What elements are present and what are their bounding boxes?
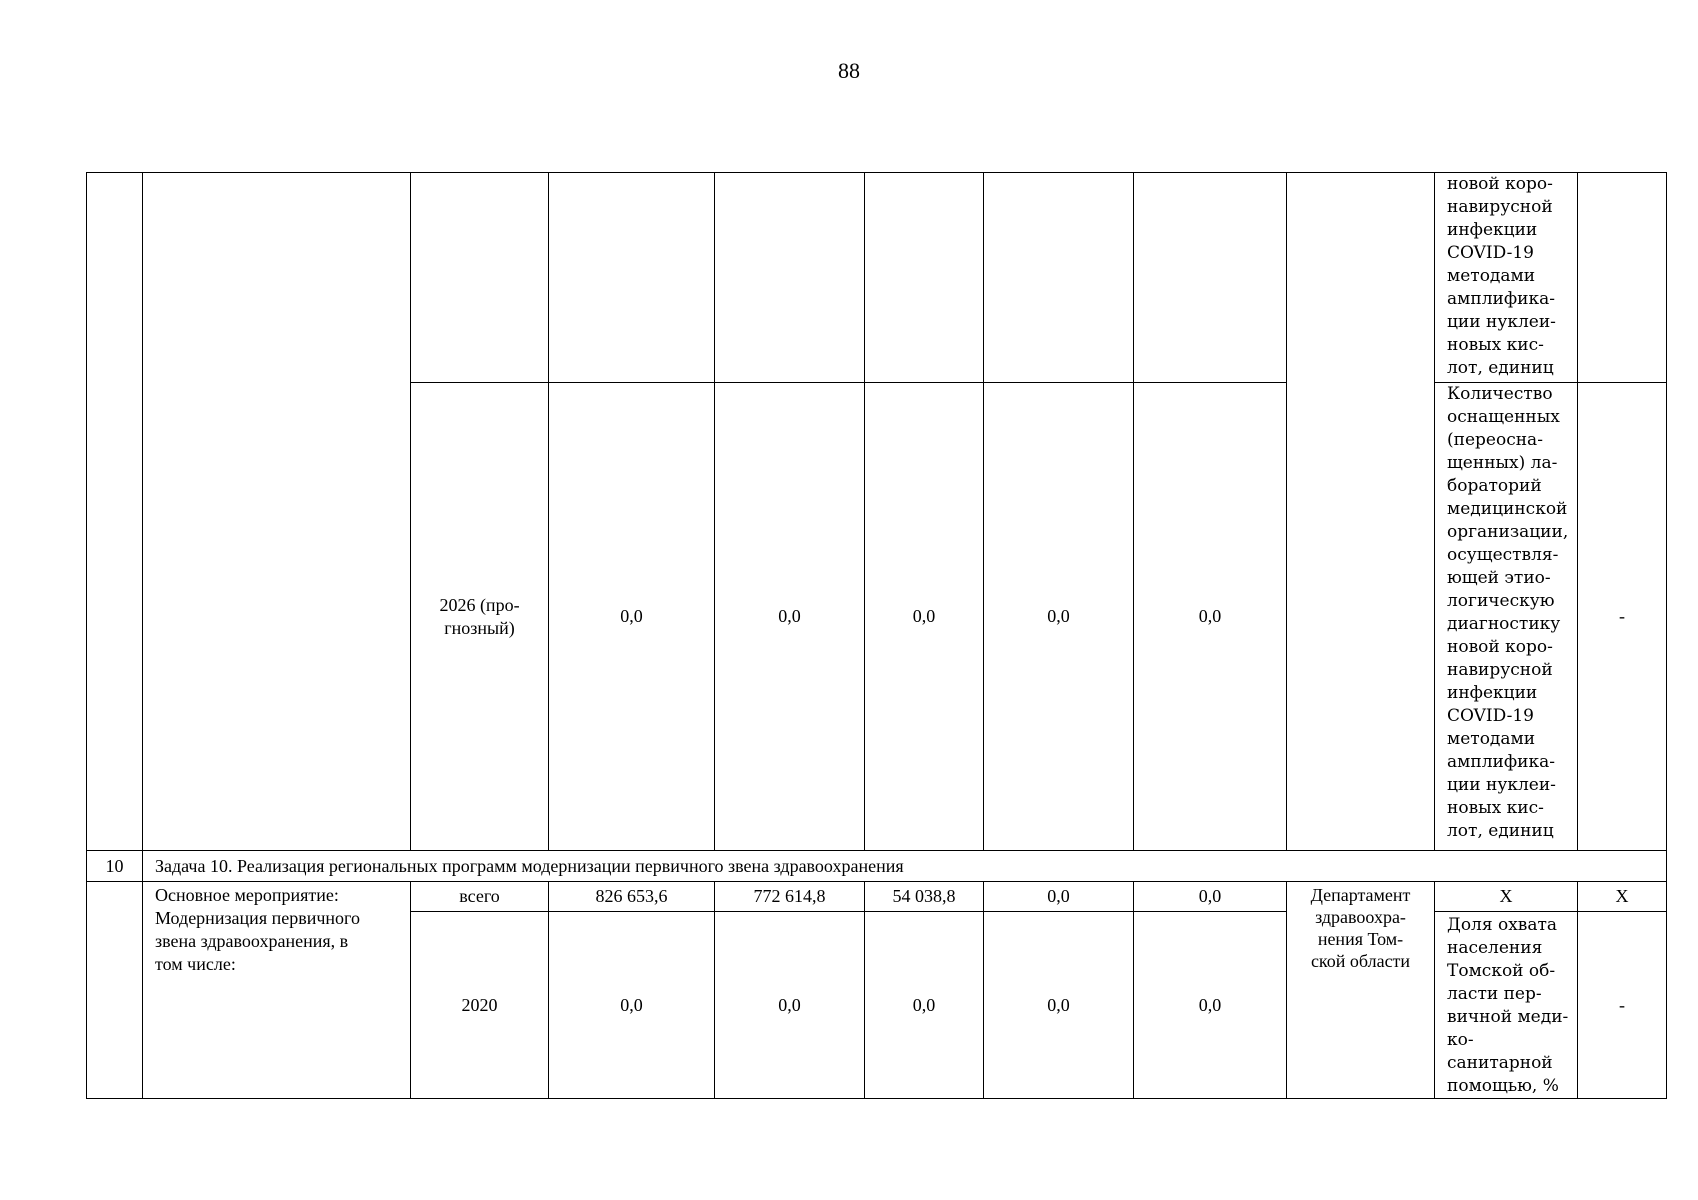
- value-cell: 0,0: [865, 383, 984, 851]
- year-cell: [411, 383, 549, 851]
- main-event-cell: [143, 882, 411, 1099]
- value-cell: 0,0: [1134, 882, 1287, 912]
- indicator-value-cell: -: [1578, 383, 1667, 851]
- year-cell: [411, 173, 549, 383]
- value-cell: 0,0: [984, 912, 1134, 1099]
- value-cell: [549, 173, 715, 383]
- department-cell: [1287, 882, 1435, 1099]
- table-row: [87, 882, 1667, 912]
- value-cell: 0,0: [715, 383, 865, 851]
- row-number-cell: [87, 882, 143, 1099]
- program-table: [86, 172, 1667, 1099]
- value-cell: 826 653,6: [549, 882, 715, 912]
- value-cell: [715, 173, 865, 383]
- table-row: [87, 851, 1667, 882]
- year-label: 2026 (про- гнозный): [439, 594, 520, 638]
- indicator-text: Количество оснащенных (переосна- щенных) ла- бораторий медицинской организации, осуществля- ющей этио- логическую диагностику новой коро- навирусной инфекции COVID-19 методами амплифика- ции нуклеи- новых кис- лот, единиц: [1447, 384, 1569, 841]
- value-cell: [1134, 173, 1287, 383]
- value-cell: 0,0: [715, 912, 865, 1099]
- indicator-value-cell: X: [1578, 882, 1667, 912]
- indicator-value-cell: [1578, 173, 1667, 383]
- indicator-cell: X: [1435, 882, 1578, 912]
- task-title-cell: Задача 10. Реализация региональных программ модернизации первичного звена здравоохранения: [143, 851, 1667, 882]
- indicator-cell: [1435, 383, 1578, 851]
- value-cell: 54 038,8: [865, 882, 984, 912]
- value-cell: 0,0: [865, 912, 984, 1099]
- department-cell: [1287, 173, 1435, 851]
- value-cell: [984, 173, 1134, 383]
- value-cell: 0,0: [549, 912, 715, 1099]
- event-name-cell: [143, 173, 411, 851]
- year-cell: 2020: [411, 912, 549, 1099]
- value-cell: 0,0: [1134, 383, 1287, 851]
- value-cell: 772 614,8: [715, 882, 865, 912]
- value-cell: 0,0: [549, 383, 715, 851]
- indicator-cell: [1435, 173, 1578, 383]
- value-cell: 0,0: [1134, 912, 1287, 1099]
- value-cell: [865, 173, 984, 383]
- year-cell: всего: [411, 882, 549, 912]
- indicator-value-cell: -: [1578, 912, 1667, 1099]
- row-number-cell: [87, 173, 143, 851]
- indicator-cell: [1435, 912, 1578, 1099]
- indicator-text: Доля охвата населения Томской об- ласти пер- вичной меди- ко- санитарной помощью, %: [1447, 915, 1569, 1096]
- value-cell: 0,0: [984, 383, 1134, 851]
- task-number-cell: 10: [87, 851, 143, 882]
- page-number: 88: [838, 58, 860, 83]
- table-row: [87, 173, 1667, 383]
- indicator-text: новой коро- навирусной инфекции COVID-19 методами амплифика- ции нуклеи- новых кис- лот, единиц: [1447, 174, 1556, 378]
- main-event-name: Основное мероприятие: Модернизация первичного звена здравоохранения, в том числе:: [155, 885, 360, 974]
- value-cell: 0,0: [984, 882, 1134, 912]
- department-name: Департамент здравоохра- нения Том- ской области: [1310, 885, 1411, 971]
